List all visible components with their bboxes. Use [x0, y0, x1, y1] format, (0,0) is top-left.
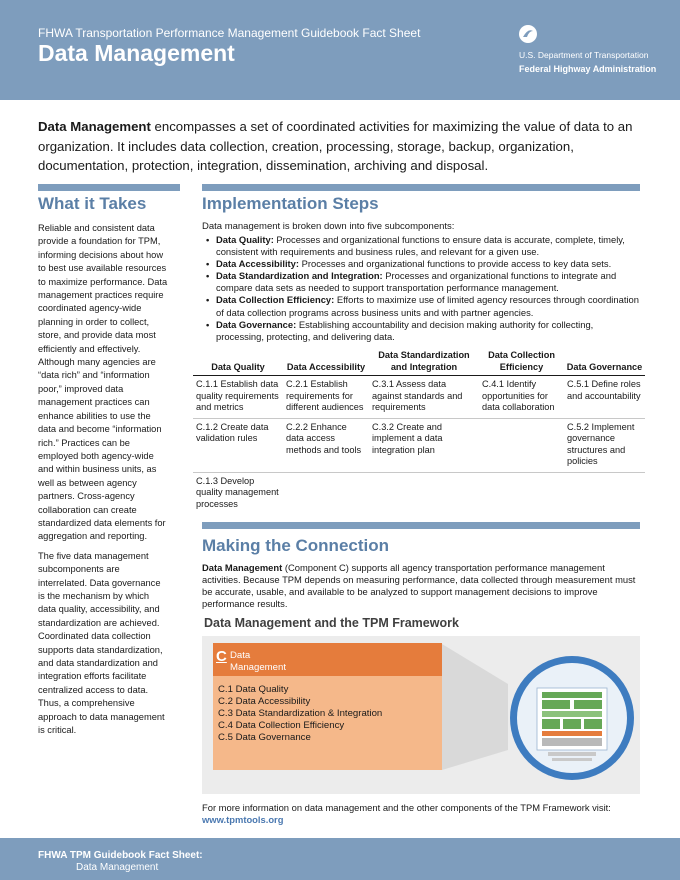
framework-block	[542, 700, 570, 709]
framework-block	[574, 700, 602, 709]
divider-right	[202, 184, 640, 191]
component-letter: C	[216, 648, 227, 665]
footer-banner	[0, 838, 680, 880]
table-row	[193, 418, 645, 472]
table-cell: C.3.2 Create and implement a data integration plan	[369, 418, 479, 472]
list-item: C.2 Data Accessibility	[218, 696, 311, 707]
agency-administration: Federal Highway Administration	[519, 64, 657, 74]
tpmtools-link[interactable]: www.tpmtools.org	[202, 814, 284, 826]
connection-text: (Component C) supports all agency transportation performance management activities. Because TPM depends on measuring performance, data collected through measurement must be accurate, usable, and available to be analyzed to support management decisions to improve performance results.	[202, 562, 636, 610]
table-cell: C.4.1 Identify opportunities for data collaboration	[479, 376, 564, 419]
table-cell	[369, 472, 479, 514]
list-item-term: Data Collection Efficiency:	[216, 294, 335, 306]
implementation-intro: Data management is broken down into five subcomponents:	[202, 221, 455, 232]
framework-block	[542, 738, 602, 746]
list-item	[206, 319, 642, 343]
table-header: Data Standardization and Integration	[369, 350, 479, 376]
list-item-text: Processes and organizational functions to integrate and compare data sets as needed to support transportation performance management.	[216, 270, 617, 294]
what-it-takes-heading: What it Takes	[38, 194, 147, 213]
what-it-takes-paragraph: The five data management subcomponents are interrelated. Data governance is the mechanism by which data quality, accessibility, and standardization are achieved. Coordinated data collection supports data standardization, and data standardization and integration efforts facilitate centralized access to data. Thus, a comprehensive approach to data management is critical.	[38, 550, 165, 736]
agency-department: U.S. Department of Transportation	[519, 50, 649, 60]
table-cell: C.1.3 Develop quality management processes	[196, 475, 279, 509]
framework-block	[542, 711, 602, 717]
what-it-takes-body	[38, 222, 168, 743]
list-item-text: Processes and organizational functions to provide access to key data sets.	[299, 258, 612, 270]
list-item	[206, 258, 642, 270]
list-item-text: Processes and organizational functions to ensure data is accurate, complete, timely, consistent with requirements and business rules, and relevant for a given use.	[216, 234, 625, 258]
framework-block	[542, 731, 602, 736]
footer-title: Data Management	[76, 862, 159, 873]
component-name-line2: Management	[230, 662, 286, 673]
table-cell	[283, 472, 369, 514]
page-title: Data Management	[38, 40, 235, 66]
framework-block	[542, 692, 602, 698]
table-header: Data Governance	[564, 350, 645, 376]
list-item-term: Data Quality:	[216, 234, 274, 245]
connection-heading: Making the Connection	[202, 536, 389, 555]
subcomponent-list	[206, 234, 642, 343]
table-cell: C.5.1 Define roles and accountability	[564, 376, 645, 419]
callout-wedge	[442, 644, 508, 770]
fact-sheet-subtitle: FHWA Transportation Performance Management Guidebook Fact Sheet	[38, 26, 421, 40]
list-item: C.3 Data Standardization & Integration	[218, 708, 383, 719]
list-item-term: Data Standardization and Integration:	[216, 270, 383, 282]
list-item-term: Data Governance:	[216, 318, 297, 330]
list-item	[206, 234, 642, 258]
table-cell	[564, 472, 645, 514]
table-header: Data Accessibility	[283, 350, 369, 376]
table-cell: C.1.1 Establish data quality requirements and metrics	[193, 376, 283, 419]
list-item	[206, 270, 642, 294]
table-row	[193, 472, 645, 514]
list-item-term: Data Accessibility:	[216, 258, 300, 270]
more-info	[202, 802, 642, 826]
intro-lead: Data Management	[38, 119, 151, 134]
table-header: Data Quality	[193, 350, 283, 376]
framework-block	[542, 719, 560, 729]
table-header-row	[193, 350, 645, 376]
footer-label: FHWA TPM Guidebook Fact Sheet:	[38, 850, 203, 861]
list-item-text: Efforts to maximize use of limited agency resources through coordination of data collection programs across business units and with partner agencies.	[216, 294, 639, 318]
table-header: Data Collection Efficiency	[479, 350, 564, 376]
list-item	[206, 294, 642, 318]
table-cell	[479, 472, 564, 514]
tpm-framework-graphic	[442, 642, 638, 792]
list-item-text: Establishing accountability and decision making authority for collecting, processing, protecting, and delivering data.	[216, 318, 594, 342]
usdot-logo-icon	[519, 25, 537, 43]
table-cell: C.5.2 Implement governance structures and policies	[564, 418, 645, 472]
divider-connection	[202, 522, 640, 529]
divider-left	[38, 184, 180, 191]
intro-paragraph	[38, 117, 648, 176]
table-cell: C.1.2 Create data validation rules	[193, 418, 283, 472]
what-it-takes-paragraph: Reliable and consistent data provide a foundation for TPM, informing decisions about how to best use available resources to maximize performance. Data management practices require coordinated agency-wide planning in order to collect, store, and provide data most efficiently and effectively. Although many agencies are “data rich” and “information poor,” improved data management practices can enhance abilities to use the data and become “information rich.” Practices can be employed both agency-wide and within business units, as well as between agency partners. Cross-agency collaboration can create standardized data elements for aggregation and reporting.	[38, 223, 168, 542]
connection-lead: Data Management	[202, 562, 283, 573]
connection-body	[202, 562, 638, 610]
table-row	[193, 376, 645, 419]
framework-block	[552, 758, 592, 761]
component-name-line1: Data	[230, 650, 251, 661]
implementation-heading: Implementation Steps	[202, 194, 379, 213]
framework-block	[563, 719, 581, 729]
table-cell: C.2.1 Establish requirements for different audiences	[283, 376, 369, 419]
table-cell: C.2.2 Enhance data access methods and tools	[283, 418, 369, 472]
table-cell	[479, 418, 564, 472]
list-item: C.4 Data Collection Efficiency	[218, 720, 345, 731]
component-subcomponent-list	[218, 684, 382, 744]
subcomponent-table	[193, 350, 645, 514]
more-info-text: For more information on data management and the other components of the TPM Framework visit:	[202, 802, 611, 813]
intro-text: encompasses a set of coordinated activities for maximizing the value of data to an organization. It includes data collection, creation, processing, storage, backup, organization, documentation, protection, integration, dissemination, archiving and disposal.	[38, 119, 633, 173]
framework-title: Data Management and the TPM Framework	[204, 616, 459, 630]
table-cell: C.3.1 Assess data against standards and requirements	[369, 376, 479, 419]
framework-block	[584, 719, 602, 729]
footer-text	[38, 850, 203, 873]
header-banner	[0, 0, 680, 100]
list-item: C.5 Data Governance	[218, 732, 311, 743]
list-item: C.1 Data Quality	[218, 684, 289, 695]
framework-block	[548, 752, 596, 756]
